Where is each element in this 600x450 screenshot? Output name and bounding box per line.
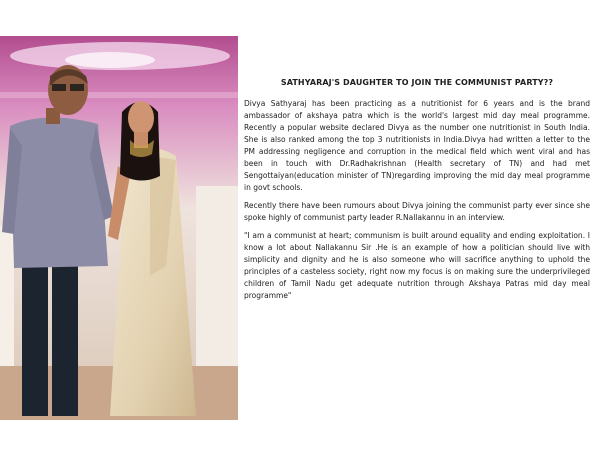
article-photo [0,36,238,420]
article-paragraph-1: Divya Sathyaraj has been practicing as a nutritionist for 6 years and is the brand ambassador of akshaya patra which is the world's largest mid day meal programme. Recently a popular website declared Divya as the number one nutritionist in South India. She is also ranked among the top 3 nutritionists in India.Divya had written a letter to the PM addressing negligence and corruption in the medical field which went viral and has been in touch with Dr.Radhakrishnan (Health secretary of TN) and had met Sengottaiyan(education minister of TN)regarding improving the mid day meal programme in govt schools. [244,99,590,192]
article-paragraph-2: Recently there have been rumours about Divya joining the communist party ever since she spoke highly of communist party leader R.Nallakannu in an interview. [244,201,590,222]
article-quote: "I am a communist at heart; communism is built around equality and ending exploitation. I know a lot about Nallakannu Sir .He is an example of how a politician should live with simplicity and dignity and he is also someone who will sacrifice anything to uphold the principles of a casteless society, right now my focus is on making sure the underprivileged children of Tamil Nadu get adequate nutrition through Akshaya Patras mid day meal programme" [244,231,590,300]
article [244,78,590,308]
article-headline: SATHYARAJ'S DAUGHTER TO JOIN THE COMMUNIST PARTY?? [280,78,554,87]
photo-illustration [0,36,238,420]
